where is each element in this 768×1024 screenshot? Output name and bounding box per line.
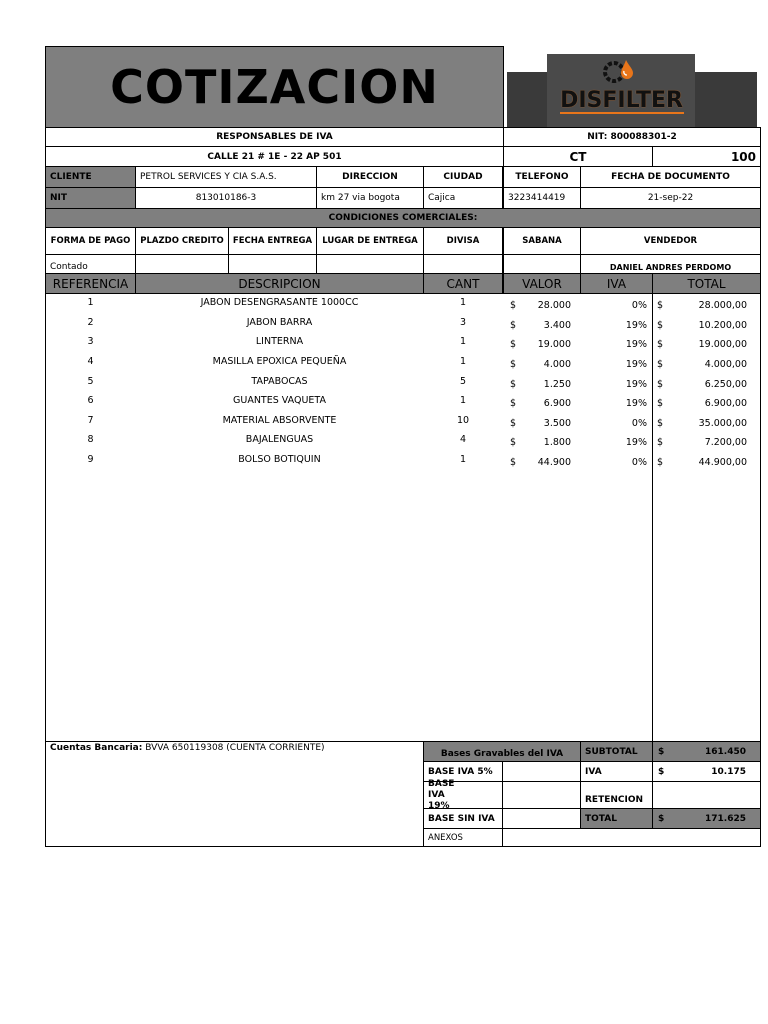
cell-ref — [45, 294, 136, 314]
cuentas-box — [45, 741, 424, 847]
gear-drop-icon — [600, 56, 640, 86]
total-value: 44.900,00 — [698, 457, 747, 469]
cell-valor — [503, 431, 581, 451]
currency-symbol: $ — [657, 300, 664, 312]
desc-value: BAJALENGUAS — [245, 434, 314, 446]
plazo-credito-header: PLAZDO CREDITO — [135, 227, 229, 255]
cell-total — [652, 451, 761, 471]
valor-value: 1.800 — [543, 437, 571, 449]
logo-area — [504, 46, 761, 128]
cell-desc — [135, 431, 424, 451]
anexos-label: ANEXOS — [423, 828, 503, 847]
cant-value: 3 — [459, 316, 467, 328]
base-sin-iva-label: BASE SIN IVA — [423, 808, 503, 829]
desc-value: LINTERNA — [255, 336, 304, 348]
iva-value: 19% — [625, 319, 647, 331]
cell-iva — [580, 353, 653, 373]
desc-value: GUANTES VAQUETA — [233, 395, 326, 407]
currency-symbol: $ — [657, 417, 664, 429]
cell-total — [652, 372, 761, 392]
cell-cant — [423, 372, 503, 392]
base-sin-iva-value — [502, 808, 581, 829]
cell-desc — [135, 333, 424, 353]
base-iva-19-value — [502, 781, 581, 809]
cell-valor — [503, 353, 581, 373]
total-label: TOTAL — [580, 808, 653, 829]
desc-value: JABON DESENGRASANTE 1000CC — [200, 297, 359, 309]
nit-label: NIT — [45, 187, 136, 209]
vendedor-header: VENDEDOR — [580, 227, 761, 255]
valor-value: 44.900 — [537, 457, 571, 469]
currency-symbol: $ — [657, 339, 664, 351]
cliente-value: PETROL SERVICES Y CIA S.A.S. — [135, 166, 317, 188]
anexos-value — [502, 828, 761, 847]
cuentas-value: BVVA 650119308 (CUENTA CORRIENTE) — [145, 743, 325, 753]
cell-desc — [135, 314, 424, 334]
col-iva: IVA — [580, 273, 653, 294]
divisa-header: DIVISA — [423, 227, 503, 255]
col-valor: VALOR — [503, 273, 581, 294]
ref-value: 7 — [87, 414, 94, 426]
direccion-empresa: CALLE 21 # 1E - 22 AP 501 — [45, 146, 504, 167]
ciudad-label: CIUDAD — [423, 166, 503, 188]
valor-value: 6.900 — [543, 398, 571, 410]
total-value: 10.200,00 — [698, 319, 747, 331]
currency-symbol: $ — [510, 378, 517, 390]
document-title: COTIZACION — [110, 60, 439, 114]
responsables-iva: RESPONSABLES DE IVA — [45, 127, 504, 147]
cell-iva — [580, 294, 653, 314]
iva-value: 19% — [625, 359, 647, 371]
telefono-value: 3223414419 — [503, 187, 581, 209]
forma-pago-value: Contado — [45, 254, 136, 274]
cell-desc — [135, 372, 424, 392]
iva-value: 19% — [625, 437, 647, 449]
ref-value: 8 — [87, 434, 94, 446]
currency-symbol: $ — [657, 319, 664, 331]
cell-valor — [503, 412, 581, 432]
cell-iva — [580, 412, 653, 432]
ref-value: 9 — [87, 454, 94, 466]
total-value: $ 171.625 — [652, 808, 761, 829]
cell-cant — [423, 294, 503, 314]
iva-value: 19% — [625, 339, 647, 351]
cell-ref — [45, 431, 136, 451]
total-value: 7.200,00 — [704, 437, 747, 449]
total-value: 4.000,00 — [704, 359, 747, 371]
cell-ref — [45, 333, 136, 353]
cuentas-label: Cuentas Bancaria: — [50, 743, 143, 753]
cant-value: 1 — [459, 336, 467, 348]
cell-valor — [503, 294, 581, 314]
cant-value: 1 — [459, 297, 467, 309]
cell-cant — [423, 392, 503, 412]
desc-value: JABON BARRA — [246, 316, 313, 328]
desc-value: MASILLA EPOXICA PEQUEÑA — [212, 356, 347, 368]
cant-value: 1 — [459, 395, 467, 407]
base-iva-19-label: BASE IVA 19% — [423, 781, 503, 809]
fecha-entrega-value — [228, 254, 317, 274]
cell-ref — [45, 372, 136, 392]
ref-value: 4 — [87, 356, 94, 368]
currency-symbol: $ — [657, 378, 664, 390]
plazo-credito-value — [135, 254, 229, 274]
ref-value: 2 — [87, 316, 94, 328]
cell-total — [652, 333, 761, 353]
cliente-label: CLIENTE — [45, 166, 136, 188]
cell-cant — [423, 314, 503, 334]
cell-cant — [423, 412, 503, 432]
fecha-value: 21-sep-22 — [580, 187, 761, 209]
subtotal-label: SUBTOTAL — [580, 741, 653, 762]
cell-ref — [45, 353, 136, 373]
condiciones-title: CONDICIONES COMERCIALES: — [45, 208, 761, 228]
cell-ref — [45, 314, 136, 334]
cell-cant — [423, 451, 503, 471]
currency-symbol: $ — [657, 359, 664, 371]
ref-value: 1 — [87, 297, 94, 309]
total-value: 6.250,00 — [704, 378, 747, 390]
cell-total — [652, 314, 761, 334]
cell-iva — [580, 372, 653, 392]
cant-value: 5 — [459, 375, 467, 387]
valor-value: 3.400 — [543, 319, 571, 331]
col-descripcion: DESCRIPCION — [135, 273, 424, 294]
desc-value: MATERIAL ABSORVENTE — [222, 414, 337, 426]
currency-symbol: $ — [657, 398, 664, 410]
cell-total — [652, 294, 761, 314]
cell-iva — [580, 314, 653, 334]
currency-symbol: $ — [510, 339, 517, 351]
cant-value: 4 — [459, 434, 467, 446]
col-cant: CANT — [423, 273, 503, 294]
cell-valor — [503, 333, 581, 353]
currency-symbol: $ — [657, 437, 664, 449]
desc-value: TAPABOCAS — [251, 375, 308, 387]
currency-symbol: $ — [510, 457, 517, 469]
currency-symbol: $ — [510, 398, 517, 410]
cell-ref — [45, 412, 136, 432]
cant-value: 10 — [456, 414, 470, 426]
iva-value: 0% — [631, 457, 647, 469]
iva-value: 0% — [631, 417, 647, 429]
ref-value: 3 — [87, 336, 94, 348]
retencion-label: RETENCION — [580, 781, 653, 809]
cell-total — [652, 412, 761, 432]
total-value: 6.900,00 — [704, 398, 747, 410]
bases-gravables-label: Bases Gravables del IVA — [423, 741, 581, 762]
retencion-value — [652, 781, 761, 809]
direccion-label: DIRECCION — [316, 166, 424, 188]
valor-value: 4.000 — [543, 359, 571, 371]
nit-empresa: NIT: 800088301-2 — [503, 127, 761, 147]
col-total: TOTAL — [652, 273, 761, 294]
valor-value: 1.250 — [543, 378, 571, 390]
currency-symbol: $ — [510, 300, 517, 312]
cell-desc — [135, 294, 424, 314]
fecha-entrega-header: FECHA ENTREGA — [228, 227, 317, 255]
cant-value: 1 — [459, 356, 467, 368]
document-title-box — [45, 46, 504, 128]
vendedor-value: DANIEL ANDRES PERDOMO — [580, 254, 761, 274]
base-iva-5-value — [502, 761, 581, 782]
lugar-entrega-value — [316, 254, 424, 274]
cell-total — [652, 353, 761, 373]
cell-total — [652, 392, 761, 412]
cell-valor — [503, 392, 581, 412]
lugar-entrega-header: LUGAR DE ENTREGA — [316, 227, 424, 255]
cell-valor — [503, 451, 581, 471]
cell-desc — [135, 412, 424, 432]
telefono-label: TELEFONO — [503, 166, 581, 188]
divisa-value — [423, 254, 503, 274]
ref-value: 6 — [87, 395, 94, 407]
sabana-header: SABANA — [503, 227, 581, 255]
cell-total — [652, 431, 761, 451]
direccion-value: km 27 via bogota — [316, 187, 424, 209]
cell-valor — [503, 314, 581, 334]
ct-number: 100 — [652, 146, 761, 167]
iva-total-value: $ 10.175 — [652, 761, 761, 782]
currency-symbol: $ — [510, 417, 517, 429]
logo-text: DISFILTER — [560, 87, 683, 113]
currency-symbol: $ — [510, 437, 517, 449]
cell-iva — [580, 451, 653, 471]
iva-value: 0% — [631, 300, 647, 312]
forma-pago-header: FORMA DE PAGO — [45, 227, 136, 255]
total-value: 28.000,00 — [698, 300, 747, 312]
col-referencia: REFERENCIA — [45, 273, 136, 294]
currency-symbol: $ — [510, 319, 517, 331]
subtotal-value: $ 161.450 — [652, 741, 761, 762]
cell-desc — [135, 392, 424, 412]
base-iva-5-label: BASE IVA 5% — [423, 761, 503, 782]
cell-iva — [580, 333, 653, 353]
currency-symbol: $ — [657, 457, 664, 469]
cell-iva — [580, 431, 653, 451]
total-value: 35.000,00 — [698, 417, 747, 429]
currency-symbol: $ — [510, 359, 517, 371]
desc-value: BOLSO BOTIQUIN — [238, 454, 321, 466]
ct-label: CT — [503, 146, 653, 167]
iva-total-label: IVA — [580, 761, 653, 782]
iva-value: 19% — [625, 398, 647, 410]
cell-cant — [423, 431, 503, 451]
cell-ref — [45, 451, 136, 471]
iva-value: 19% — [625, 378, 647, 390]
ref-value: 5 — [87, 375, 94, 387]
cell-desc — [135, 353, 424, 373]
valor-value: 19.000 — [537, 339, 571, 351]
cell-iva — [580, 392, 653, 412]
cell-valor — [503, 372, 581, 392]
total-value: 19.000,00 — [698, 339, 747, 351]
cell-cant — [423, 353, 503, 373]
valor-value: 3.500 — [543, 417, 571, 429]
cell-ref — [45, 392, 136, 412]
fecha-label: FECHA DE DOCUMENTO — [580, 166, 761, 188]
ciudad-value: Cajica — [423, 187, 503, 209]
cant-value: 1 — [459, 454, 467, 466]
cell-desc — [135, 451, 424, 471]
nit-value: 813010186-3 — [135, 187, 317, 209]
cell-cant — [423, 333, 503, 353]
valor-value: 28.000 — [537, 300, 571, 312]
sabana-value — [503, 254, 581, 274]
